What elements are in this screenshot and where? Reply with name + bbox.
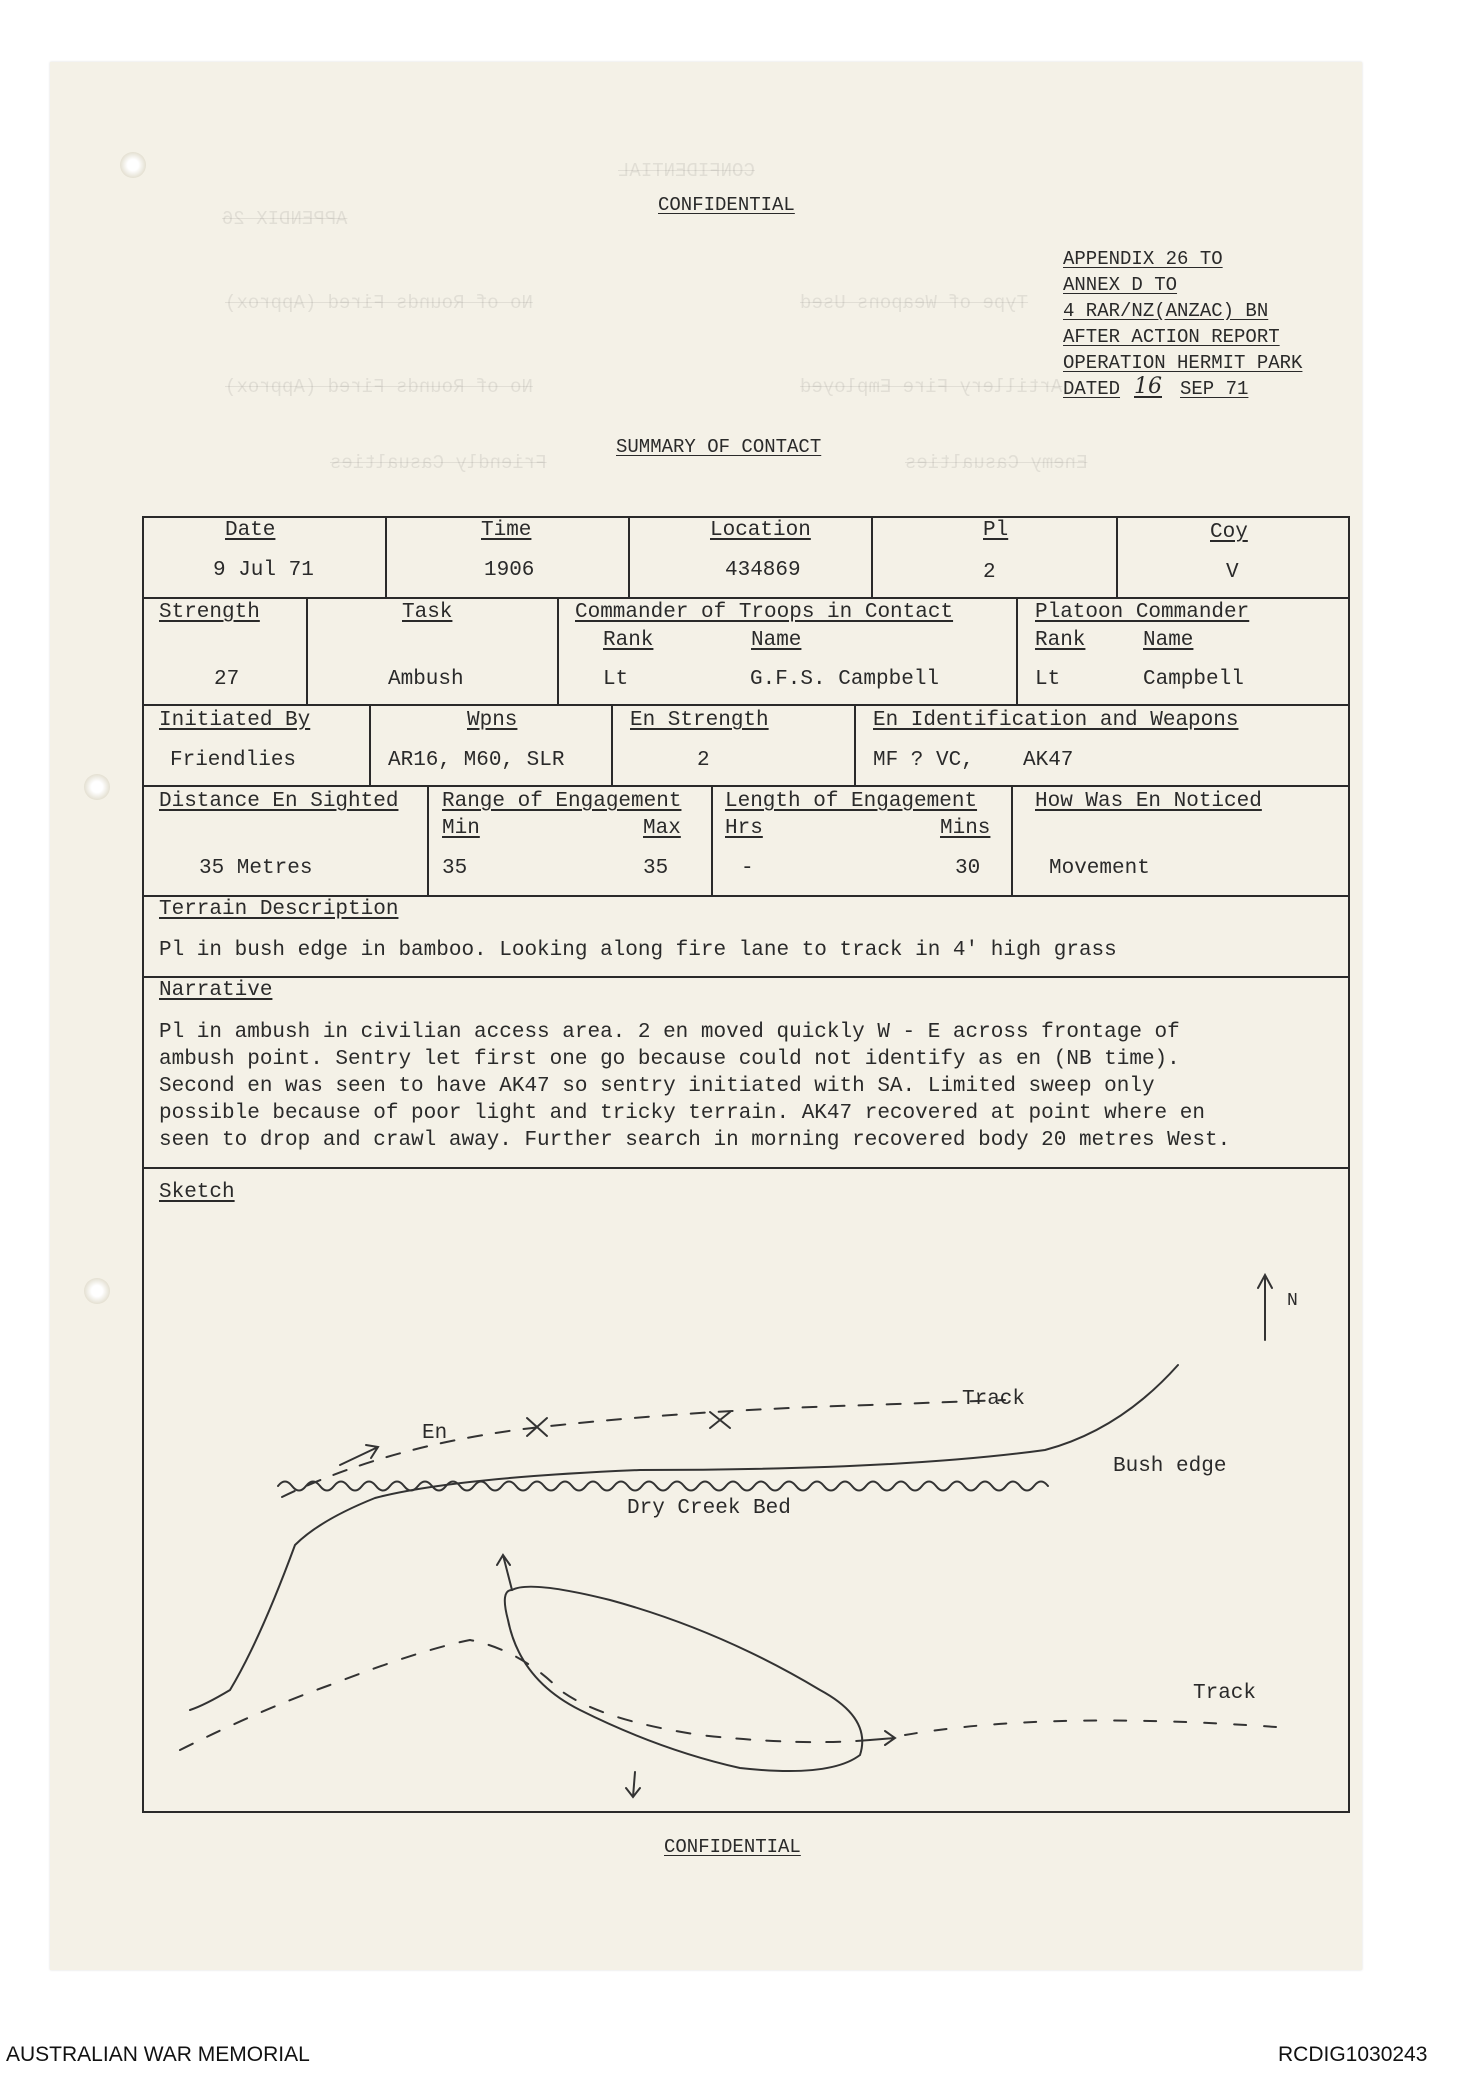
appendix-line: APPENDIX 26 TO [1063,248,1223,270]
en-label: En [422,1422,448,1445]
terrain-label: Terrain Description [159,898,399,921]
dated-day-handwritten: 16 [1134,374,1162,399]
ghost-text: Artillery Fire Employed [800,376,1063,398]
track-label-bottom: Track [1193,1682,1257,1705]
narrative-line: seen to drop and crawl away. Further search in morning recovered body 20 metres West. [159,1129,1231,1152]
plc-rank-label: Rank [1035,629,1086,652]
en-strength-value: 2 [697,749,710,772]
bamboo-edge [278,1482,1048,1491]
sweep-arrow-south [626,1772,640,1797]
location-label: Location [710,519,811,542]
plc-rank-value: Lt [1035,668,1061,691]
ghost-text: APPENDIX 26 [222,208,348,230]
ghost-text: No of Rounds Fired (Approx) [225,292,533,314]
range-min-label: Min [442,817,480,840]
how-noticed-label: How Was En Noticed [1035,790,1262,813]
length-hrs-label: Hrs [725,817,763,840]
length-mins-label: Mins [940,817,991,840]
range-label: Range of Engagement [442,790,682,813]
cot-label: Commander of Troops in Contact [575,601,954,624]
ghost-text: Friendly Casualties [330,452,547,474]
sweep-arrow-east [870,1731,895,1745]
enemy-position-x [710,1412,730,1428]
en-identification-value: MF ? VC, [873,749,974,772]
classification-bottom: CONFIDENTIAL [664,1836,801,1858]
narrative-label: Narrative [159,979,273,1002]
how-noticed-value: Movement [1049,857,1150,880]
wpns-value: AR16, M60, SLR [388,749,565,772]
cot-name-value: G.F.S. Campbell [750,668,940,691]
summary-title: SUMMARY OF CONTACT [616,436,822,458]
enemy-position-x [527,1418,547,1436]
narrative-line: ambush point. Sentry let first one go because could not identify as en (NB time). [159,1048,1180,1071]
coy-label: Coy [1210,521,1248,544]
pl-label: Pl [983,519,1009,542]
strength-value: 27 [214,668,240,691]
appendix-line: ANNEX D TO [1063,274,1178,296]
ghost-text: Enemy Casualties [905,452,1088,474]
pl-value: 2 [983,561,996,584]
classification-top: CONFIDENTIAL [658,194,795,216]
length-hrs-value: - [741,857,754,880]
narrative-line: possible because of poor light and tricky terrain. AK47 recovered at point where en [159,1102,1205,1125]
cot-rank-label: Rank [603,629,654,652]
ghost-text: Type of Weapons Used [800,292,1029,314]
plc-name-value: Campbell [1143,668,1244,691]
cot-name-label: Name [751,629,802,652]
ghost-text: No of Rounds Fired (Approx) [225,376,533,398]
bush-edge-label: Bush edge [1113,1455,1227,1478]
north-arrow [1258,1275,1272,1340]
track-label-top: Track [962,1388,1026,1411]
distance-label: Distance En Sighted [159,790,399,813]
footer-source: AUSTRALIAN WAR MEMORIAL [6,2043,310,2066]
appendix-line: OPERATION HERMIT PARK [1063,352,1303,374]
bush-edge-line [190,1365,1178,1710]
ambush-loop [505,1587,862,1771]
wpns-label: Wpns [467,709,518,732]
sweep-arrow-north [497,1555,512,1590]
location-value: 434869 [725,559,801,582]
north-label: N [1287,1291,1298,1311]
ghost-text: CONFIDENTIAL [618,160,755,182]
length-mins-value: 30 [955,857,981,880]
plc-name-label: Name [1143,629,1194,652]
strength-label: Strength [159,601,260,624]
narrative-line: Pl in ambush in civilian access area. 2 en moved quickly W - E across frontage of [159,1021,1180,1044]
initiated-by-label: Initiated By [159,709,311,732]
platoon-commander-label: Platoon Commander [1035,601,1250,624]
range-min-value: 35 [442,857,468,880]
bottom-track-west [180,1640,870,1750]
footer-id: RCDIG1030243 [1278,2043,1428,2066]
time-value: 1906 [484,559,535,582]
task-label: Task [402,601,453,624]
task-value: Ambush [388,668,464,691]
appendix-line: 4 RAR/NZ(ANZAC) BN [1063,300,1269,322]
appendix-line: AFTER ACTION REPORT [1063,326,1280,348]
range-max-value: 35 [643,857,669,880]
dated-rest: SEP 71 [1180,378,1249,400]
creek-label: Dry Creek Bed [627,1497,791,1520]
date-value: 9 Jul 71 [213,559,314,582]
date-label: Date [225,519,276,542]
cot-rank-value: Lt [603,668,629,691]
initiated-by-value: Friendlies [170,749,297,772]
sketch-label: Sketch [159,1181,235,1204]
en-weapon-value: AK47 [1023,749,1074,772]
coy-value: V [1226,561,1239,584]
en-strength-label: En Strength [630,709,769,732]
length-label: Length of Engagement [725,790,978,813]
bottom-track-east [905,1720,1290,1735]
distance-value: 35 Metres [199,857,313,880]
range-max-label: Max [643,817,681,840]
terrain-text: Pl in bush edge in bamboo. Looking along fire lane to track in 4' high grass [159,939,1117,962]
narrative-line: Second en was seen to have AK47 so sentry initiated with SA. Limited sweep only [159,1075,1155,1098]
en-identification-label: En Identification and Weapons [873,709,1239,732]
time-label: Time [481,519,532,542]
dated-label: DATED [1063,378,1121,400]
